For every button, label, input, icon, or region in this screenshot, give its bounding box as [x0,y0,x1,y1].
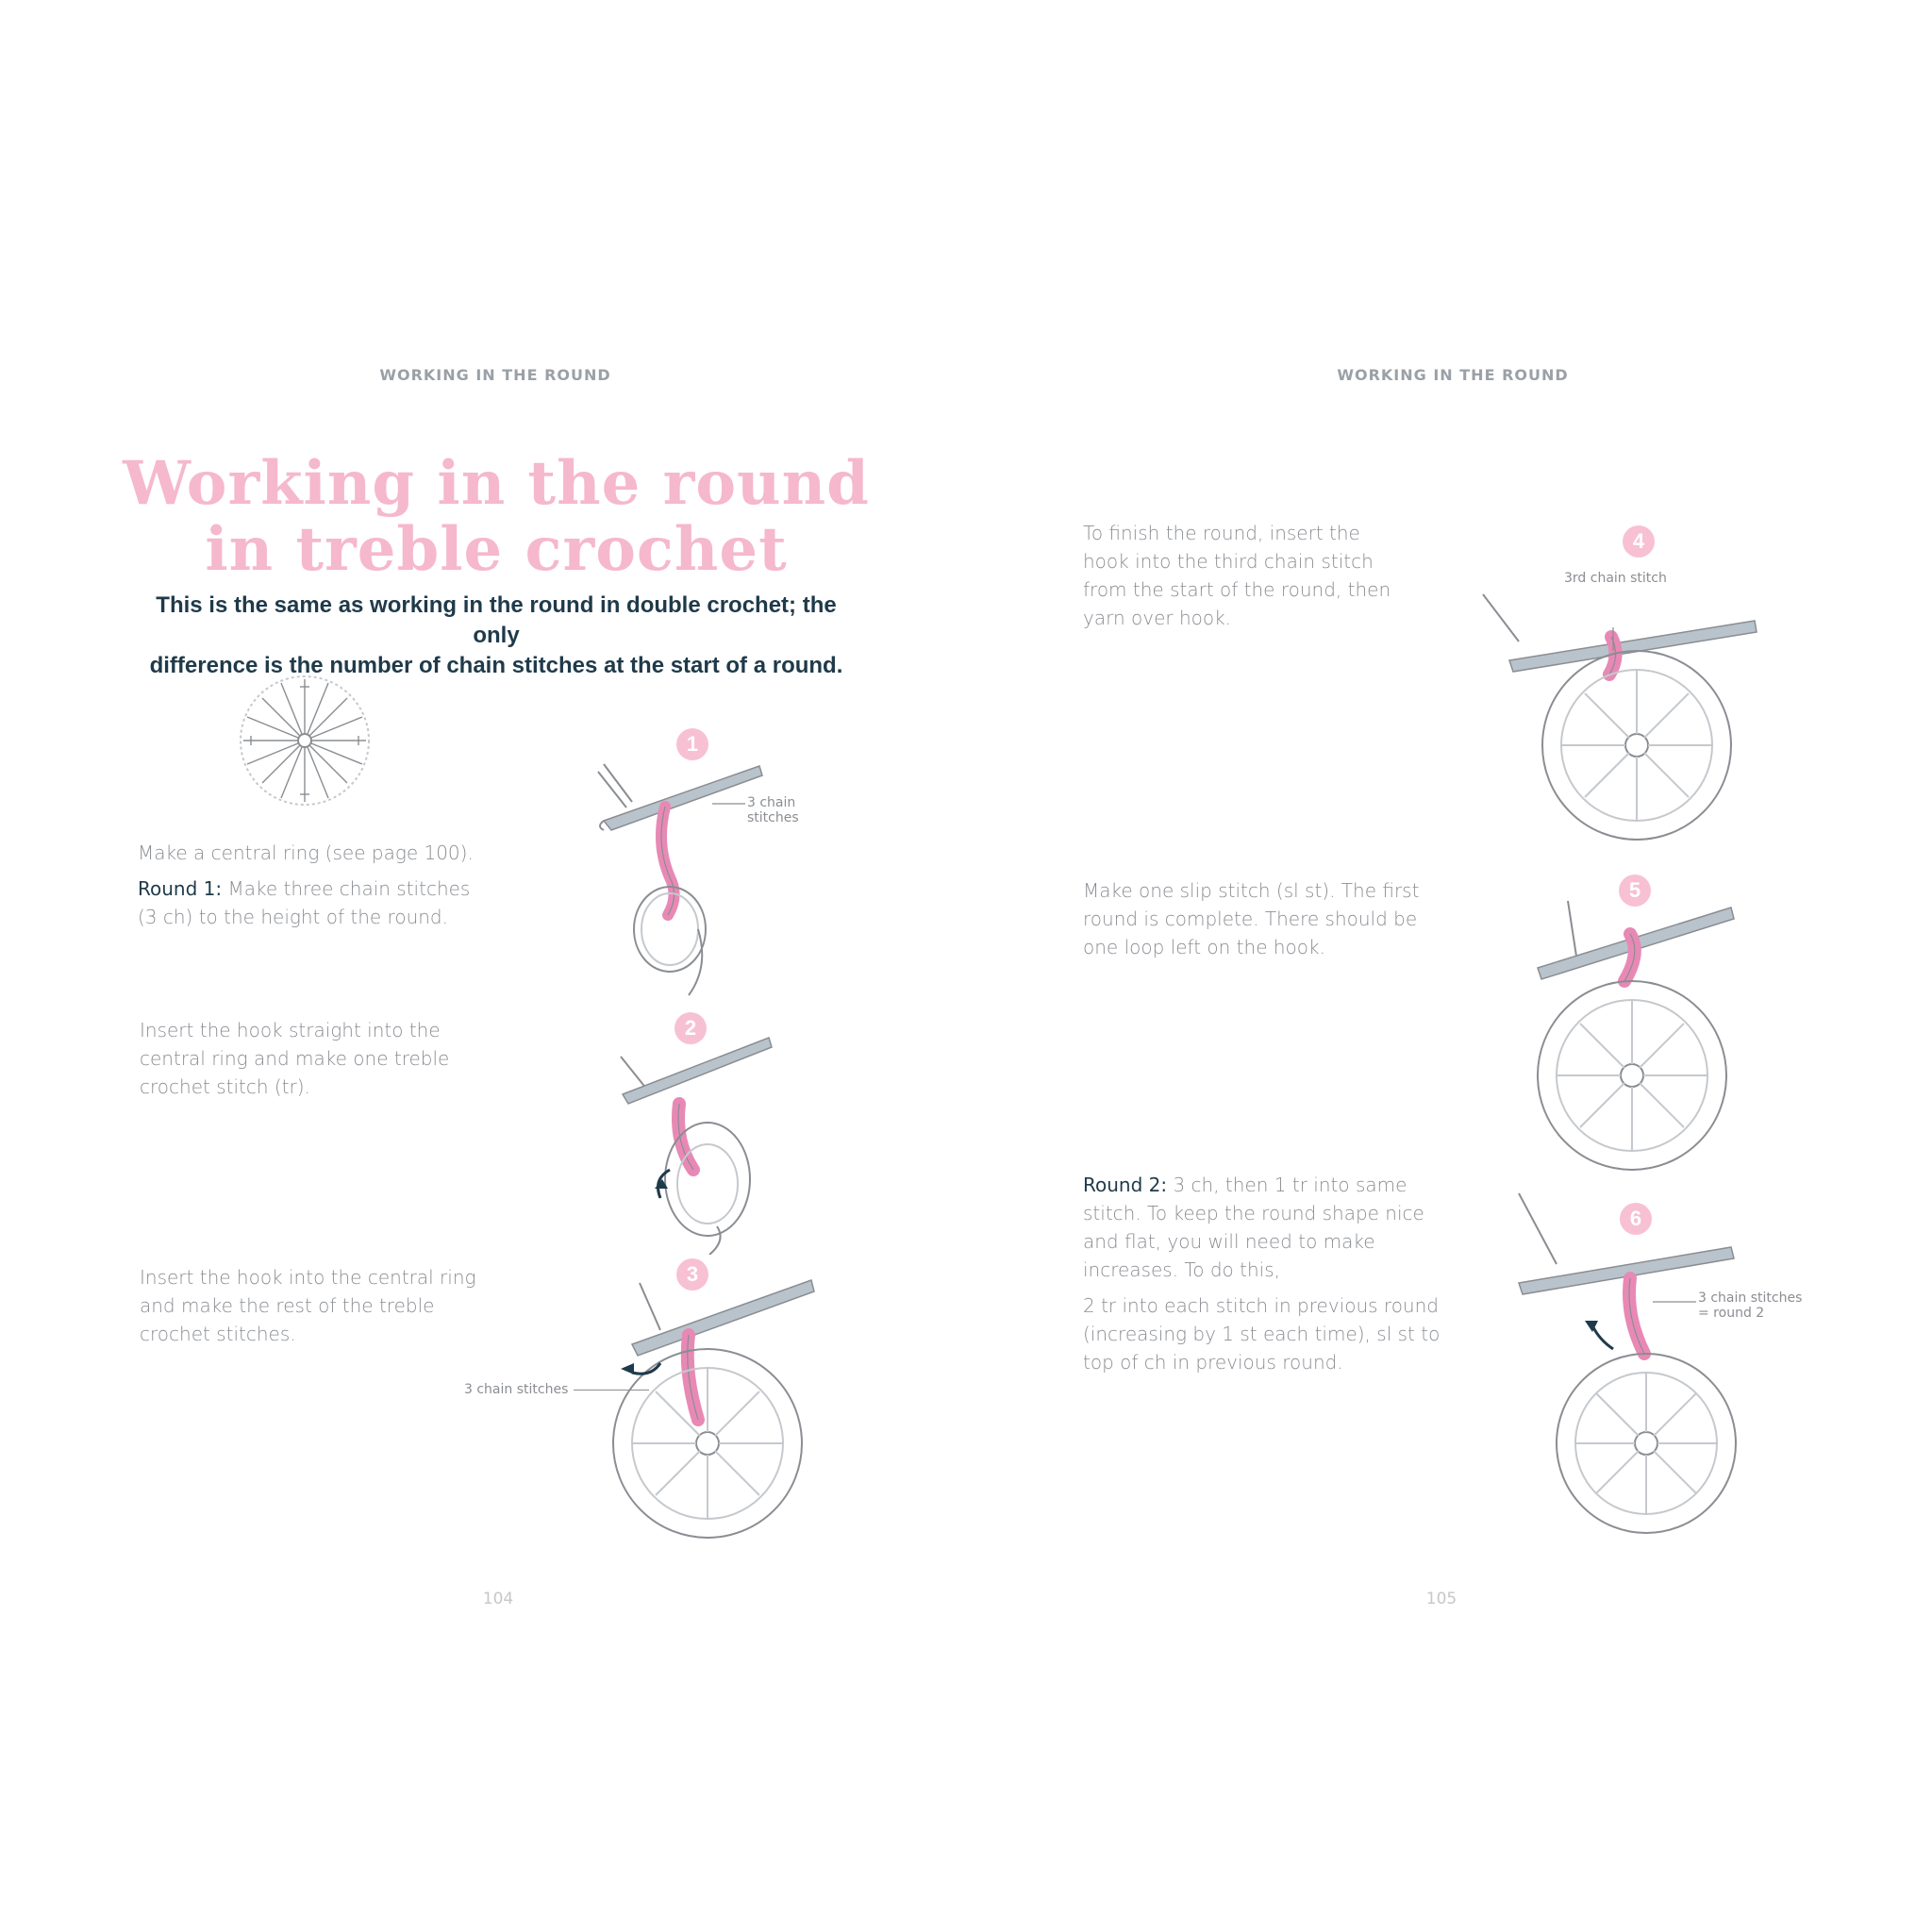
step-4-text: To finish the round, insert the hook into the third chain stitch from the start of the round, then yarn over hook. [1083,522,1391,629]
step-2-illustration [613,1028,783,1255]
page-number-right: 105 [1425,1590,1457,1608]
step-5-illustration [1509,896,1755,1179]
round-1-text: Make three chain stitches (3 ch) to the height of the round. [138,877,471,928]
step-1-illustration [585,755,811,1000]
step-badge-1: 1 [676,728,708,760]
intro-line-2: difference is the number of chain stitches at the start of a round. [149,653,843,678]
step-3-text: Insert the hook into the central ring and make the rest of the treble crochet stitches. [140,1266,476,1345]
step-badge-4: 4 [1623,525,1655,558]
step-3-illustration [594,1269,821,1542]
title-line-2: in treble crochet [205,514,788,585]
step-intro: Make a central ring (see page 100). [138,841,474,864]
callout-step-1 [747,795,799,825]
stitch-chart-diagram [234,670,375,811]
round-2-label: Round 2: [1083,1174,1168,1196]
round-1-paragraph [138,874,477,931]
page-number-left: 104 [482,1590,514,1608]
step-badge-5: 5 [1619,874,1651,907]
page-title [91,448,902,585]
round-2-text [1083,1171,1451,1384]
round-2-text-2: 2 tr into each stitch in previous round (increasing by 1 st each time), sl st to top of ch in previous round. [1083,1294,1441,1374]
intro-line-1: This is the same as working in the round in double crochet; the only [156,592,837,648]
callout-step-6-line-1: 3 chain stitches [1698,1291,1803,1306]
round-2-text-1: 3 ch, then 1 tr into same stitch. To keep the round shape nice and flat, you will need to make increases. To do this, [1083,1174,1424,1281]
callout-step-6-line-2: = round 2 [1698,1306,1765,1321]
left-running-header: WORKING IN THE ROUND [379,366,611,384]
callout-step-4: 3rd chain stitch [1564,571,1667,586]
step-badge-2: 2 [675,1012,707,1044]
title-line-1: Working in the round [123,448,870,519]
step-4-illustration [1472,585,1774,849]
callout-step-1-line-2: stitches [747,810,799,825]
callout-step-3: 3 chain stitches [464,1382,569,1397]
callout-step-3-leader [574,1390,649,1391]
step-5-text: Make one slip stitch (sl st). The first round is complete. There should be one loop left on the hook. [1083,879,1420,958]
round-2-paragraph [1083,1171,1451,1284]
step-1-text [138,839,477,939]
callout-step-1-line-1: 3 chain [747,795,796,810]
step-badge-3: 3 [676,1258,708,1291]
step-6-illustration [1509,1189,1755,1538]
right-running-header: WORKING IN THE ROUND [1337,366,1569,384]
callout-step-6 [1698,1291,1802,1321]
step-badge-6: 6 [1620,1203,1652,1235]
step-2-text: Insert the hook straight into the central ring and make one treble crochet stitch (tr). [140,1019,450,1098]
round-1-label: Round 1: [138,877,223,900]
intro-paragraph [138,591,855,681]
